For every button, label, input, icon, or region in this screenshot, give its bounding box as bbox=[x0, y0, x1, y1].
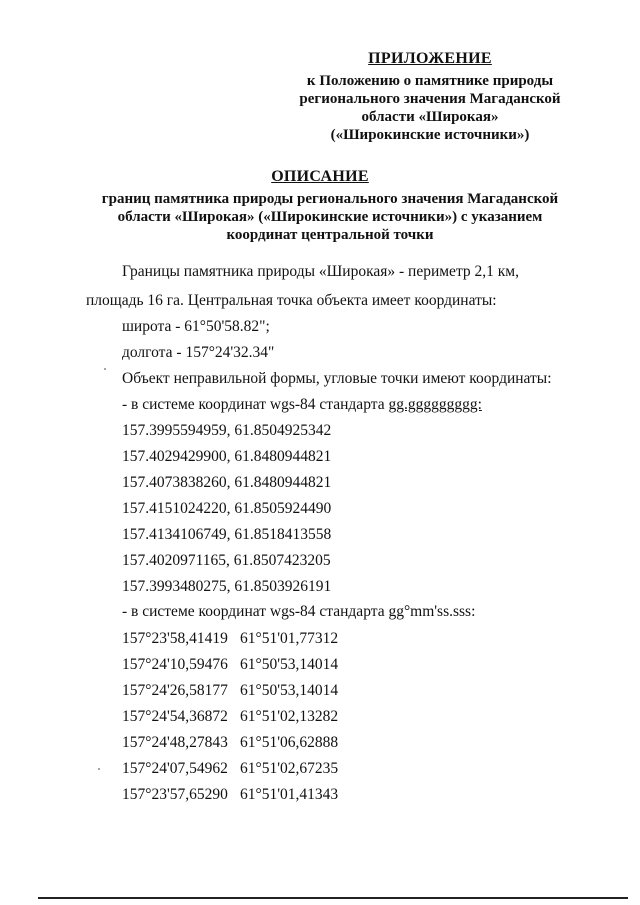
appendix-line: регионального значения Магаданской bbox=[299, 91, 561, 107]
dms-longitude: 157°24'10,59476 bbox=[122, 656, 228, 673]
appendix-line: («Широкинские источники») bbox=[330, 127, 530, 143]
dms-latitude: 61°51'01,41343 bbox=[240, 786, 339, 803]
dms-latitude: 61°51'01,77312 bbox=[240, 630, 339, 647]
decimal-coord-row: 157.4134106749, 61.8518413558 bbox=[122, 526, 332, 543]
scan-speck bbox=[104, 368, 106, 370]
decimal-coord-row: 157.4029429900, 61.8480944821 bbox=[122, 448, 332, 465]
dms-latitude: 61°51'02,67235 bbox=[240, 760, 339, 777]
appendix-line: к Положению о памятнике природы bbox=[306, 73, 554, 89]
dms-longitude: 157°23'58,41419 bbox=[122, 630, 228, 647]
shape-note: Объект неправильной формы, угловые точки имеют координаты: bbox=[122, 370, 552, 387]
paragraph-line: площадь 16 га. Центральная точка объекта имеет координаты: bbox=[86, 292, 497, 309]
decimal-coord-row: 157.4073838260, 61.8480944821 bbox=[122, 474, 332, 491]
decimal-label-prefix: - в системе координат wgs-84 стандарта bbox=[122, 396, 389, 413]
appendix-line: области «Широкая» bbox=[361, 109, 499, 125]
dms-longitude: 157°24'26,58177 bbox=[122, 682, 228, 699]
description-subtitle-line: координат центральной точки bbox=[226, 227, 434, 243]
decimal-coord-row: 157.4151024220, 61.8505924490 bbox=[122, 500, 332, 517]
dms-system-label: - в системе координат wgs-84 стандарта gg°mm'ss.sss: bbox=[122, 603, 476, 620]
appendix-header bbox=[290, 50, 570, 144]
dms-latitude: 61°50'53,14014 bbox=[240, 682, 339, 699]
dms-longitude: 157°24'07,54962 bbox=[122, 760, 228, 777]
dms-latitude: 61°50'53,14014 bbox=[240, 656, 339, 673]
latitude-line: широта - 61°50'58.82"; bbox=[122, 318, 270, 335]
description-subtitle-line: границ памятника природы регионального значения Магаданской bbox=[101, 191, 559, 207]
decimal-coord-row: 157.3993480275, 61.8503926191 bbox=[122, 578, 332, 595]
scan-speck bbox=[98, 768, 100, 770]
decimal-system-label bbox=[122, 396, 482, 414]
bottom-rule bbox=[38, 897, 628, 899]
description-title: ОПИСАНИЕ bbox=[271, 168, 369, 185]
dms-latitude: 61°51'06,62888 bbox=[240, 734, 339, 751]
dms-longitude: 157°24'54,36872 bbox=[122, 708, 228, 725]
dms-longitude: 157°23'57,65290 bbox=[122, 786, 228, 803]
dms-latitude: 61°51'02,13282 bbox=[240, 708, 339, 725]
longitude-line: долгота - 157°24'32.34" bbox=[122, 344, 275, 361]
appendix-title: ПРИЛОЖЕНИЕ bbox=[368, 50, 492, 67]
decimal-label-format: gg.ggggggggg: bbox=[388, 396, 482, 413]
dms-longitude: 157°24'48,27843 bbox=[122, 734, 228, 751]
description-subtitle-line: области «Широкая» («Широкинские источники») с указанием bbox=[117, 209, 543, 225]
decimal-coord-row: 157.3995594959, 61.8504925342 bbox=[122, 422, 332, 439]
decimal-coord-row: 157.4020971165, 61.8507423205 bbox=[122, 552, 331, 569]
description-subtitle bbox=[60, 190, 600, 244]
paragraph-line: Границы памятника природы «Широкая» - периметр 2,1 км, bbox=[122, 263, 519, 280]
